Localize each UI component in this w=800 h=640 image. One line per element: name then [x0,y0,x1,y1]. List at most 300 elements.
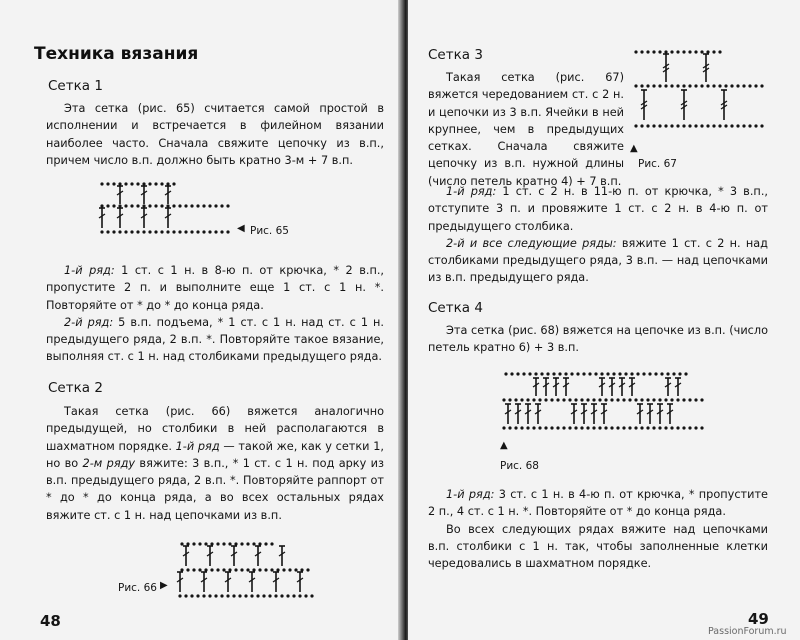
chain-stitch-dot [640,84,643,87]
chain-stitch-dot [628,398,631,401]
chain-stitch-dot [160,204,163,207]
setka4-title: Сетка 4 [428,300,483,316]
chain-stitch-dot [684,372,687,375]
figure-66-diagram [176,538,326,600]
chain-stitch-dot [514,398,517,401]
chain-stitch-dot [258,568,261,571]
chain-stitch-dot [612,372,615,375]
chain-stitch-dot [682,124,685,127]
chain-stitch-dot [232,594,235,597]
chain-stitch-dot [700,426,703,429]
chain-stitch-dot [258,542,261,545]
chain-stitch-dot [514,426,517,429]
chain-stitch-dot [748,124,751,127]
chain-stitch-dot [124,230,127,233]
chain-stitch-dot [672,372,675,375]
setka1-row1-label: 1-й ряд: [64,264,115,277]
chain-stitch-dot [694,50,697,53]
chain-stitch-dot [634,50,637,53]
setka1-intro-text: Эта сетка (рис. 65) считается самой простой в исполнении и встречается в филейном вязании наиболее часто. Сначала свяжите цепочку из в.п., причем число в.п. должно быть кратно 3-м + 7 в.п. [46,102,384,167]
chain-stitch-dot [208,230,211,233]
chain-stitch-dot [270,568,273,571]
setka4-row1-text: 3 ст. с 1 н. в 4-ю п. от крючка, * пропустите 2 п., 4 ст. с 1 н. *. Повторяйте от * до конца ряда. [428,488,768,519]
chain-stitch-dot [210,568,213,571]
chain-stitch-dot [660,372,663,375]
chain-stitch-dot [190,594,193,597]
chain-stitch-dot [718,124,721,127]
chain-stitch-dot [640,124,643,127]
chain-stitch-dot [706,84,709,87]
chain-stitch-dot [282,568,285,571]
setka1-title: Сетка 1 [48,78,103,94]
chain-stitch-dot [694,124,697,127]
setka3-intro [428,69,624,190]
chain-stitch-dot [568,398,571,401]
chain-stitch-dot [204,568,207,571]
chain-stitch-dot [730,124,733,127]
chain-stitch-dot [166,230,169,233]
chain-stitch-dot [562,398,565,401]
chain-stitch-dot [214,594,217,597]
chain-stitch-dot [630,372,633,375]
chain-stitch-dot [300,568,303,571]
chain-stitch-dot [736,124,739,127]
chain-stitch-dot [664,50,667,53]
setka4-rows [428,486,768,572]
chain-stitch-dot [268,594,271,597]
chain-stitch-dot [520,398,523,401]
chain-stitch-dot [580,426,583,429]
chain-stitch-dot [184,594,187,597]
chain-stitch-dot [760,84,763,87]
figure-68-arrow: ▲ [500,440,508,451]
chain-stitch-dot [244,594,247,597]
setka1-row2-text: 5 в.п. подъема, * 1 ст. с 1 н. над ст. с 1 н. предыдущего ряда, 2 в.п. *. Повторяйте такое вязание, выполняя ст. с 1 н. над столбиками предыдущего ряда. [46,315,384,364]
chain-stitch-dot [676,84,679,87]
chain-stitch-dot [136,204,139,207]
chain-stitch-dot [606,372,609,375]
chain-stitch-dot [532,398,535,401]
watermark: PassionForum.ru [708,626,787,637]
chain-stitch-dot [124,204,127,207]
chain-stitch-dot [532,426,535,429]
chain-stitch-dot [526,426,529,429]
setka4-intro-text: Эта сетка (рис. 68) вяжется на цепочке из в.п. (число петель кратно 6) + 3 в.п. [428,324,768,355]
chain-stitch-dot [184,230,187,233]
chain-stitch-dot [186,542,189,545]
chain-stitch-dot [540,372,543,375]
chain-stitch-dot [640,398,643,401]
chain-stitch-dot [172,230,175,233]
chain-stitch-dot [220,204,223,207]
chain-stitch-dot [124,182,127,185]
chain-stitch-dot [658,124,661,127]
chain-stitch-dot [652,426,655,429]
chain-stitch-dot [154,230,157,233]
chain-stitch-dot [670,50,673,53]
section-title: Техника вязания [34,44,199,64]
chain-stitch-dot [112,182,115,185]
chain-stitch-dot [588,372,591,375]
chain-stitch-dot [178,594,181,597]
chain-stitch-dot [586,398,589,401]
chain-stitch-dot [700,50,703,53]
chain-stitch-dot [198,542,201,545]
chain-stitch-dot [754,124,757,127]
chain-stitch-dot [640,50,643,53]
chain-stitch-dot [166,182,169,185]
chain-stitch-dot [600,372,603,375]
chain-stitch-dot [676,50,679,53]
chain-stitch-dot [196,230,199,233]
setka4-rest-text: Во всех следующих рядах вяжите над цепочками в.п. столбики с 1 н. так, чтобы заполненные клетки чередовались в шахматном порядке. [428,522,768,571]
chain-stitch-dot [216,542,219,545]
chain-stitch-dot [742,124,745,127]
chain-stitch-dot [180,568,183,571]
chain-stitch-dot [658,426,661,429]
chain-stitch-dot [528,372,531,375]
chain-stitch-dot [748,84,751,87]
chain-stitch-dot [664,398,667,401]
chain-stitch-dot [574,426,577,429]
chain-stitch-dot [634,84,637,87]
chain-stitch-dot [190,204,193,207]
chain-stitch-dot [234,542,237,545]
chain-stitch-dot [712,50,715,53]
chain-stitch-dot [718,84,721,87]
chain-stitch-dot [558,372,561,375]
setka2-text-c: — такой же, как у сетки 1, но во [46,439,384,470]
chain-stitch-dot [196,204,199,207]
chain-stitch-dot [742,84,745,87]
chain-stitch-dot [286,594,289,597]
figure-65-arrow: ◀ [237,223,245,234]
chain-stitch-dot [516,372,519,375]
right-page [408,0,800,640]
chain-stitch-dot [520,426,523,429]
setka2-text-e: вяжите: 3 в.п., * 1 ст. с 1 н. под арку из в.п. предыдущего ряда, 2 в.п. *. Повторяйте раппорт от * до * до конца ряда, а во всех остальных рядах вяжите ст. с 1 н. над цепочками из в.п. [46,456,384,522]
chain-stitch-dot [706,50,709,53]
chain-stitch-dot [666,372,669,375]
chain-stitch-dot [226,204,229,207]
chain-stitch-dot [100,230,103,233]
figure-66-arrow: ▶ [160,580,168,591]
chain-stitch-dot [682,426,685,429]
setka4-row1-label: 1-й ряд: [446,488,495,501]
chain-stitch-dot [664,426,667,429]
chain-stitch-dot [226,594,229,597]
chain-stitch-dot [502,426,505,429]
chain-stitch-dot [192,542,195,545]
chain-stitch-dot [526,398,529,401]
chain-stitch-dot [100,182,103,185]
chain-stitch-dot [652,398,655,401]
setka3-row2-text: вяжите 1 ст. с 2 н. над столбиками предыдущего ряда, 3 в.п. — над цепочками из в.п. предыдущего ряда. [428,236,768,285]
chain-stitch-dot [550,398,553,401]
chain-stitch-dot [574,398,577,401]
chain-stitch-dot [688,124,691,127]
chain-stitch-dot [130,204,133,207]
chain-stitch-dot [700,84,703,87]
chain-stitch-dot [298,594,301,597]
chain-stitch-dot [208,594,211,597]
chain-stitch-dot [576,372,579,375]
chain-stitch-dot [274,594,277,597]
chain-stitch-dot [636,372,639,375]
chain-stitch-dot [694,398,697,401]
setka2-row1-label: 1-й ряд [175,439,220,453]
chain-stitch-dot [196,594,199,597]
setka3-title: Сетка 3 [428,47,483,63]
setka1-rows [46,262,384,366]
chain-stitch-dot [700,398,703,401]
chain-stitch-dot [180,542,183,545]
chain-stitch-dot [190,230,193,233]
chain-stitch-dot [112,230,115,233]
chain-stitch-dot [712,124,715,127]
chain-stitch-dot [148,230,151,233]
setka3-rows [428,183,768,287]
chain-stitch-dot [592,398,595,401]
chain-stitch-dot [624,372,627,375]
chain-stitch-dot [202,230,205,233]
chain-stitch-dot [222,542,225,545]
chain-stitch-dot [694,426,697,429]
chain-stitch-dot [262,594,265,597]
chain-stitch-dot [658,50,661,53]
chain-stitch-dot [130,230,133,233]
chain-stitch-dot [256,594,259,597]
chain-stitch-dot [306,568,309,571]
chain-stitch-dot [544,398,547,401]
figure-65-diagram [98,178,238,240]
chain-stitch-dot [562,426,565,429]
chain-stitch-dot [160,230,163,233]
chain-stitch-dot [564,372,567,375]
chain-stitch-dot [240,568,243,571]
chain-stitch-dot [160,182,163,185]
chain-stitch-dot [148,182,151,185]
setka3-intro-text: Такая сетка (рис. 67) вяжется чередованием ст. с 2 н. и цепочки из 3 в.п. Ячейки в ней крупнее, чем в предыдущих сетках. Сначала свяжите цепочку из в.п. нужной длины (число петель кратно 4) + 7 в.п. [428,71,624,188]
chain-stitch-dot [556,426,559,429]
chain-stitch-dot [730,84,733,87]
chain-stitch-dot [220,594,223,597]
chain-stitch-dot [148,204,151,207]
chain-stitch-dot [652,124,655,127]
chain-stitch-dot [634,398,637,401]
page-number-left: 48 [40,612,61,630]
chain-stitch-dot [502,398,505,401]
chain-stitch-dot [682,50,685,53]
chain-stitch-dot [192,568,195,571]
chain-stitch-dot [622,398,625,401]
chain-stitch-dot [634,124,637,127]
chain-stitch-dot [622,426,625,429]
chain-stitch-dot [228,568,231,571]
setka4-intro [428,322,768,357]
chain-stitch-dot [276,568,279,571]
chain-stitch-dot [118,182,121,185]
chain-stitch-dot [522,372,525,375]
chain-stitch-dot [706,124,709,127]
chain-stitch-dot [508,426,511,429]
chain-stitch-dot [166,204,169,207]
page-number-right: 49 [748,610,769,628]
chain-stitch-dot [178,204,181,207]
chain-stitch-dot [214,230,217,233]
chain-stitch-dot [664,124,667,127]
chain-stitch-dot [646,398,649,401]
setka2-row2-label: 2-м ряду [82,456,136,470]
chain-stitch-dot [538,398,541,401]
chain-stitch-dot [130,182,133,185]
chain-stitch-dot [754,84,757,87]
chain-stitch-dot [172,204,175,207]
chain-stitch-dot [724,124,727,127]
chain-stitch-dot [106,204,109,207]
chain-stitch-dot [172,182,175,185]
chain-stitch-dot [552,372,555,375]
chain-stitch-dot [204,542,207,545]
setka1-intro [46,100,384,169]
chain-stitch-dot [640,426,643,429]
chain-stitch-dot [118,230,121,233]
chain-stitch-dot [544,426,547,429]
chain-stitch-dot [592,426,595,429]
chain-stitch-dot [670,426,673,429]
chain-stitch-dot [252,568,255,571]
chain-stitch-dot [568,426,571,429]
chain-stitch-dot [646,84,649,87]
chain-stitch-dot [228,542,231,545]
chain-stitch-dot [142,182,145,185]
chain-stitch-dot [264,542,267,545]
chain-stitch-dot [142,204,145,207]
chain-stitch-dot [264,568,267,571]
chain-stitch-dot [220,230,223,233]
chain-stitch-dot [178,230,181,233]
figure-68-diagram [500,370,710,434]
chain-stitch-dot [510,372,513,375]
chain-stitch-dot [670,398,673,401]
chain-stitch-dot [112,204,115,207]
chain-stitch-dot [670,84,673,87]
chain-stitch-dot [310,594,313,597]
chain-stitch-dot [240,542,243,545]
setka3-row1-text: 1 ст. с 2 н. в 11-ю п. от крючка, * 3 в.п., отступите 3 п. и провяжите 1 ст. с 2 н. в 4-ю п. от предыдущего столбика. [428,185,769,233]
chain-stitch-dot [304,594,307,597]
chain-stitch-dot [654,372,657,375]
chain-stitch-dot [586,426,589,429]
chain-stitch-dot [594,372,597,375]
chain-stitch-dot [186,568,189,571]
chain-stitch-dot [712,84,715,87]
chain-stitch-dot [198,568,201,571]
chain-stitch-dot [270,542,273,545]
figure-67-caption: Рис. 67 [638,158,677,170]
chain-stitch-dot [214,204,217,207]
chain-stitch-dot [234,568,237,571]
chain-stitch-dot [688,50,691,53]
chain-stitch-dot [202,204,205,207]
chain-stitch-dot [658,398,661,401]
chain-stitch-dot [646,50,649,53]
chain-stitch-dot [648,372,651,375]
chain-stitch-dot [288,568,291,571]
chain-stitch-dot [664,84,667,87]
chain-stitch-dot [142,230,145,233]
chain-stitch-dot [646,124,649,127]
chain-stitch-dot [688,398,691,401]
setka2-title: Сетка 2 [48,380,103,396]
chain-stitch-dot [250,594,253,597]
setka3-row1-label: 1-й ряд: [446,185,497,198]
chain-stitch-dot [676,398,679,401]
chain-stitch-dot [106,230,109,233]
chain-stitch-dot [292,594,295,597]
chain-stitch-dot [676,426,679,429]
chain-stitch-dot [136,182,139,185]
chain-stitch-dot [246,568,249,571]
chain-stitch-dot [604,426,607,429]
figure-67-arrow: ▲ [630,143,638,154]
figure-66-caption: Рис. 66 [118,582,157,594]
chain-stitch-dot [580,398,583,401]
chain-stitch-dot [682,398,685,401]
figure-65-caption: Рис. 65 [250,225,289,237]
chain-stitch-dot [208,204,211,207]
chain-stitch-dot [724,84,727,87]
chain-stitch-dot [280,594,283,597]
chain-stitch-dot [736,84,739,87]
chain-stitch-dot [184,204,187,207]
chain-stitch-dot [582,372,585,375]
chain-stitch-dot [216,568,219,571]
chain-stitch-dot [226,230,229,233]
chain-stitch-dot [652,84,655,87]
chain-stitch-dot [238,594,241,597]
chain-stitch-dot [252,542,255,545]
chain-stitch-dot [100,204,103,207]
chain-stitch-dot [136,230,139,233]
chain-stitch-dot [154,182,157,185]
chain-stitch-dot [610,426,613,429]
chain-stitch-dot [616,426,619,429]
chain-stitch-dot [210,542,213,545]
chain-stitch-dot [642,372,645,375]
chain-stitch-dot [658,84,661,87]
chain-stitch-dot [598,398,601,401]
chain-stitch-dot [700,124,703,127]
setka1-row1-text: 1 ст. с 1 н. в 8-ю п. от крючка, * 2 в.п., пропустите 2 п. и выполните еще 1 ст. с 1 н. *. Повторяйте от * до * до конца ряда. [46,264,385,312]
chain-stitch-dot [688,84,691,87]
chain-stitch-dot [604,398,607,401]
chain-stitch-dot [610,398,613,401]
chain-stitch-dot [546,372,549,375]
chain-stitch-dot [694,84,697,87]
chain-stitch-dot [504,372,507,375]
chain-stitch-dot [676,124,679,127]
chain-stitch-dot [616,398,619,401]
chain-stitch-dot [678,372,681,375]
chain-stitch-dot [508,398,511,401]
chain-stitch-dot [682,84,685,87]
chain-stitch-dot [652,50,655,53]
chain-stitch-dot [202,594,205,597]
chain-stitch-dot [670,124,673,127]
chain-stitch-dot [688,426,691,429]
setka2-body [46,403,384,524]
